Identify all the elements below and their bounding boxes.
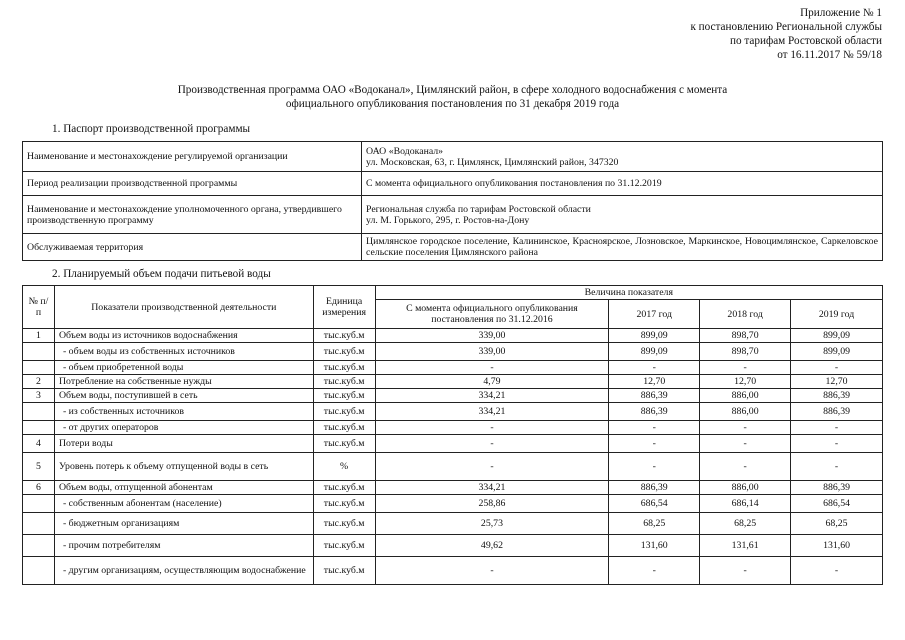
row-2017: - (609, 453, 700, 481)
row-unit: тыс.куб.м (313, 375, 375, 389)
appendix-line: Приложение № 1 (800, 7, 882, 19)
header-2017: 2017 год (609, 300, 700, 329)
row-period0: - (375, 557, 609, 585)
row-2019: 68,25 (791, 513, 883, 535)
row-num (23, 513, 55, 535)
passport-label: Наименование и местонахождение уполномоченного органа, утвердившего производственную программу (23, 196, 362, 234)
row-2017: - (609, 361, 700, 375)
passport-value-line: ул. Московская, 63, г. Цимлянск, Цимлянский район, 347320 (366, 156, 619, 168)
row-period0: 49,62 (375, 535, 609, 557)
header-unit: Единица измерения (313, 286, 375, 329)
row-period0: - (375, 435, 609, 453)
row-unit: тыс.куб.м (313, 403, 375, 421)
row-period0: 334,21 (375, 403, 609, 421)
row-num (23, 343, 55, 361)
row-2018: 898,70 (700, 329, 791, 343)
row-period0: - (375, 421, 609, 435)
row-period0: 339,00 (375, 343, 609, 361)
row-2019: 899,09 (791, 329, 883, 343)
row-indicator: Объем воды, отпущенной абонентам (54, 481, 313, 495)
row-period0: - (375, 453, 609, 481)
passport-label: Наименование и местонахождение регулируемой организации (23, 142, 362, 172)
appendix-line: по тарифам Ростовской области (730, 35, 882, 47)
row-period0: 258,86 (375, 495, 609, 513)
row-2019: 12,70 (791, 375, 883, 389)
row-unit: тыс.куб.м (313, 495, 375, 513)
table-row (23, 375, 883, 389)
row-indicator: Потребление на собственные нужды (54, 375, 313, 389)
row-2018: - (700, 453, 791, 481)
table-row (23, 435, 883, 453)
row-period0: 334,21 (375, 389, 609, 403)
header-2018: 2018 год (700, 300, 791, 329)
row-indicator: - от других операторов (54, 421, 313, 435)
appendix-note (690, 6, 882, 62)
row-2017: 886,39 (609, 403, 700, 421)
passport-value-line: ОАО «Водоканал» (366, 145, 444, 157)
title-line: Производственная программа ОАО «Водоканал», Цимлянский район, в сфере холодного водоснабжения с момента (177, 84, 728, 96)
row-2019: - (791, 435, 883, 453)
table-row (23, 389, 883, 403)
row-period0: 339,00 (375, 329, 609, 343)
passport-table (22, 141, 883, 261)
row-period0: 334,21 (375, 481, 609, 495)
row-indicator: - из собственных источников (54, 403, 313, 421)
table-row (23, 557, 883, 585)
row-2017: 131,60 (609, 535, 700, 557)
table-row (23, 535, 883, 557)
row-period0: 25,73 (375, 513, 609, 535)
appendix-line: к постановлению Региональной службы (690, 21, 882, 33)
row-2019: 886,39 (791, 389, 883, 403)
row-indicator: Уровень потерь к объему отпущенной воды в сеть (54, 453, 313, 481)
row-2017: 899,09 (609, 343, 700, 361)
row-2018: 898,70 (700, 343, 791, 361)
row-2017: 886,39 (609, 481, 700, 495)
table-row (23, 453, 883, 481)
header-row (23, 286, 883, 300)
row-unit: тыс.куб.м (313, 435, 375, 453)
row-2019: 131,60 (791, 535, 883, 557)
row-unit: тыс.куб.м (313, 389, 375, 403)
row-2018: 68,25 (700, 513, 791, 535)
table-row (23, 361, 883, 375)
row-indicator: Объем воды, поступившей в сеть (54, 389, 313, 403)
passport-value (362, 196, 883, 234)
row-2018: - (700, 557, 791, 585)
header-num: № п/п (23, 286, 55, 329)
row-num (23, 421, 55, 435)
row-2017: 899,09 (609, 329, 700, 343)
row-indicator: - объем приобретенной воды (54, 361, 313, 375)
header-period0: С момента официального опубликования постановления по 31.12.2016 (375, 300, 609, 329)
table-row (23, 481, 883, 495)
passport-row (23, 172, 883, 196)
row-2018: 886,00 (700, 403, 791, 421)
row-2019: 899,09 (791, 343, 883, 361)
row-2018: 886,00 (700, 389, 791, 403)
row-unit: тыс.куб.м (313, 557, 375, 585)
table-row (23, 343, 883, 361)
row-indicator: Потери воды (54, 435, 313, 453)
row-num (23, 557, 55, 585)
row-2019: - (791, 453, 883, 481)
passport-label: Обслуживаемая территория (23, 234, 362, 261)
table-row (23, 421, 883, 435)
row-indicator: - собственным абонентам (население) (54, 495, 313, 513)
row-2017: 886,39 (609, 389, 700, 403)
passport-value: Цимлянское городское поселение, Калининское, Красноярское, Лозновское, Маркинское, Новоцимлянское, Саркеловское сельские поселения Цимлянского района (362, 234, 883, 261)
passport-row (23, 234, 883, 261)
row-2018: - (700, 421, 791, 435)
row-2019: - (791, 421, 883, 435)
row-2017: - (609, 421, 700, 435)
row-unit: тыс.куб.м (313, 421, 375, 435)
table-row (23, 403, 883, 421)
section1-heading: 1. Паспорт производственной программы (52, 123, 251, 135)
row-num (23, 495, 55, 513)
row-unit: тыс.куб.м (313, 481, 375, 495)
row-2017: - (609, 435, 700, 453)
row-indicator: - объем воды из собственных источников (54, 343, 313, 361)
row-num: 1 (23, 329, 55, 343)
row-period0: 4,79 (375, 375, 609, 389)
row-2017: 686,54 (609, 495, 700, 513)
row-num (23, 361, 55, 375)
passport-row (23, 142, 883, 172)
row-indicator: - прочим потребителям (54, 535, 313, 557)
header-value: Величина показателя (375, 286, 882, 300)
row-unit: тыс.куб.м (313, 343, 375, 361)
row-indicator: - бюджетным организациям (54, 513, 313, 535)
header-2019: 2019 год (791, 300, 883, 329)
appendix-line: от 16.11.2017 № 59/18 (777, 49, 882, 61)
passport-value (362, 142, 883, 172)
row-num (23, 403, 55, 421)
row-2019: - (791, 557, 883, 585)
row-2018: 886,00 (700, 481, 791, 495)
row-num: 4 (23, 435, 55, 453)
row-2018: - (700, 435, 791, 453)
row-2018: 131,61 (700, 535, 791, 557)
row-2018: 686,14 (700, 495, 791, 513)
row-num: 5 (23, 453, 55, 481)
document-title (0, 83, 905, 111)
row-unit: % (313, 453, 375, 481)
row-num: 3 (23, 389, 55, 403)
row-2018: - (700, 361, 791, 375)
row-unit: тыс.куб.м (313, 535, 375, 557)
row-2019: - (791, 361, 883, 375)
row-unit: тыс.куб.м (313, 361, 375, 375)
table-row (23, 495, 883, 513)
passport-value-line: ул. М. Горького, 295, г. Ростов-на-Дону (366, 214, 530, 226)
row-unit: тыс.куб.м (313, 329, 375, 343)
passport-value (362, 172, 883, 196)
row-2018: 12,70 (700, 375, 791, 389)
row-2017: 68,25 (609, 513, 700, 535)
row-2017: - (609, 557, 700, 585)
row-num: 6 (23, 481, 55, 495)
passport-value-line: Региональная служба по тарифам Ростовской области (366, 203, 591, 215)
table-row (23, 513, 883, 535)
row-num (23, 535, 55, 557)
passport-row (23, 196, 883, 234)
row-2017: 12,70 (609, 375, 700, 389)
passport-value-line: С момента официального опубликования постановления по 31.12.2019 (366, 178, 662, 189)
row-2019: 686,54 (791, 495, 883, 513)
table-row (23, 329, 883, 343)
row-period0: - (375, 361, 609, 375)
row-indicator: Объем воды из источников водоснабжения (54, 329, 313, 343)
water-volume-table (22, 285, 883, 585)
header-indicator: Показатели производственной деятельности (54, 286, 313, 329)
row-unit: тыс.куб.м (313, 513, 375, 535)
row-num: 2 (23, 375, 55, 389)
passport-label: Период реализации производственной программы (23, 172, 362, 196)
title-line: официального опубликования постановления по 31 декабря 2019 года (285, 98, 620, 110)
section2-heading: 2. Планируемый объем подачи питьевой воды (52, 268, 271, 280)
row-indicator: - другим организациям, осуществляющим водоснабжение (54, 557, 313, 585)
row-2019: 886,39 (791, 403, 883, 421)
row-2019: 886,39 (791, 481, 883, 495)
